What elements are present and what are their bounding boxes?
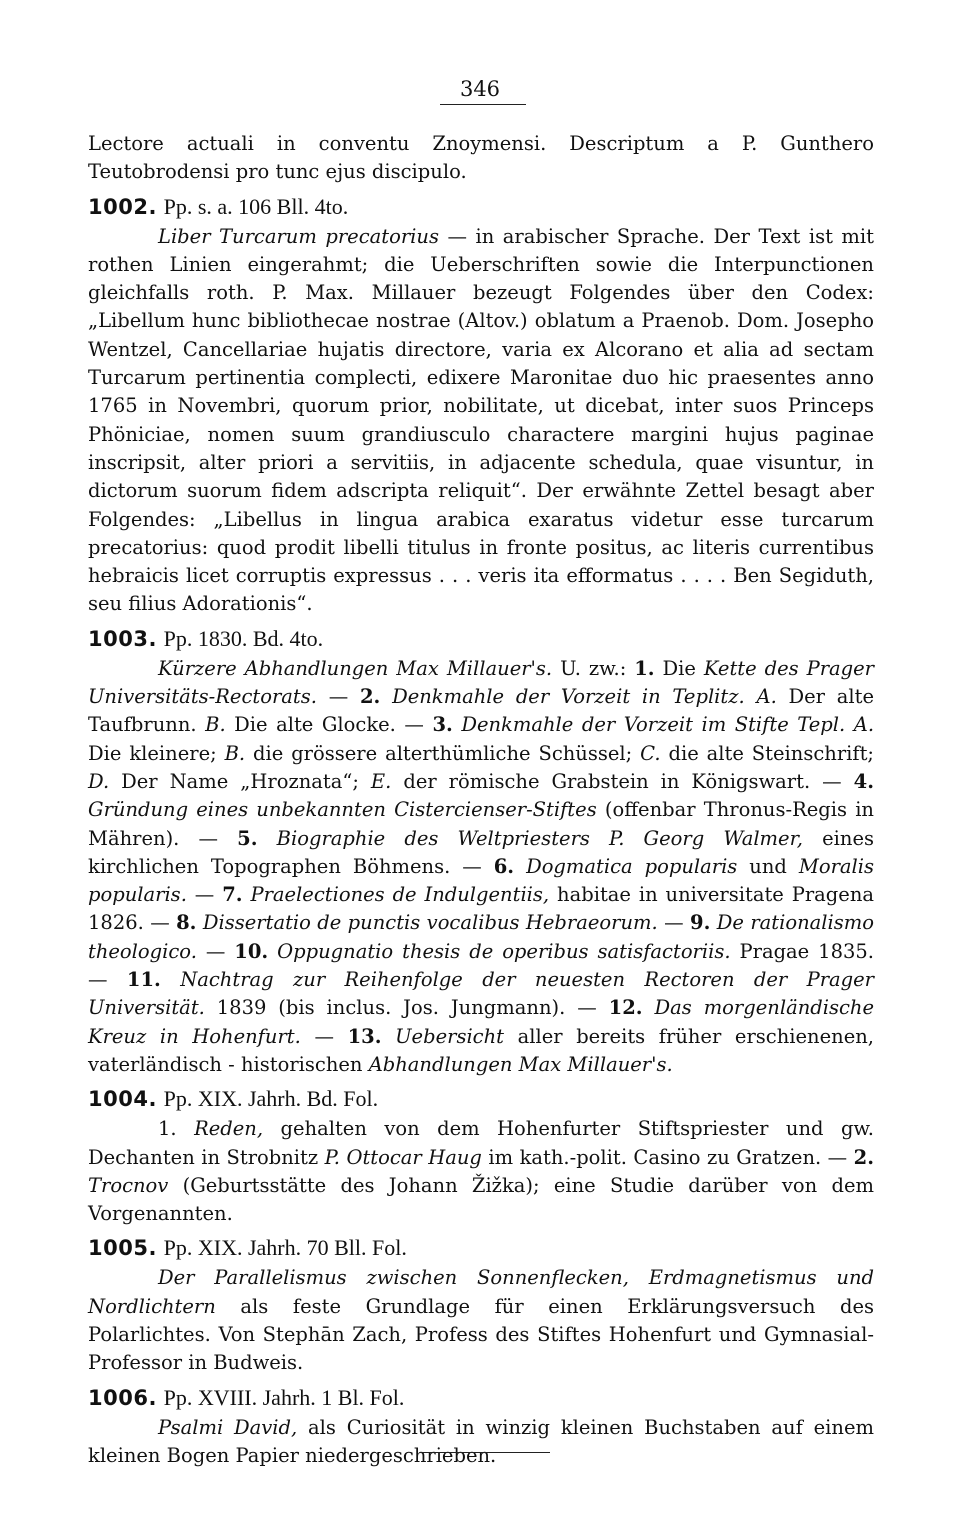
entry-heading — [88, 1232, 874, 1264]
page-number: 346 — [459, 77, 501, 101]
body-text: gehalten von dem Hohenfurter Stiftspriester und gw. Dechanten in Strobnitz — [88, 1117, 875, 1169]
title-text: A. — [756, 685, 777, 709]
entry-number: 1004. — [88, 1087, 157, 1112]
title-text: Der Parallelismus zwischen Sonnenflecken, Erdmagnetismus und Nordlichtern — [88, 1266, 874, 1318]
body-text: der römische Grabstein in Königswart. — — [391, 769, 854, 793]
entry-description — [88, 655, 874, 1079]
title-text: Gründung eines unbekannten Cistercienser-Stiftes — [88, 798, 597, 822]
body-text: die grössere alterthümliche Schüssel; — [245, 741, 641, 765]
item-number: 7. — [222, 883, 243, 907]
body-text: — — [186, 883, 223, 907]
item-number: 10. — [234, 939, 269, 963]
body-text: Die alte Glocke. — — [225, 713, 433, 737]
entry-heading — [88, 191, 874, 223]
title-text: B. — [205, 713, 226, 737]
body-text: (Geburtsstätte des Johann Žižka); eine Studie darüber von dem Vorgenannten. — [88, 1173, 874, 1226]
entry-number: 1006. — [88, 1385, 157, 1410]
item-number: 6. — [493, 854, 515, 878]
title-text: Dissertatio de punctis vocalibus Hebraeorum. — [202, 911, 658, 935]
body-text: — — [300, 1024, 348, 1048]
item-number: 1. — [634, 656, 655, 680]
body-text: 1. — [158, 1117, 177, 1141]
title-text: Kette des Prager Universitäts-Rectorats. — [88, 656, 874, 709]
body-text — [161, 968, 180, 991]
body-text: die alte Steinschrift; — [660, 741, 874, 765]
body-text: — in arabischer Sprache. Der Text ist mit rothen Linien eingerahmt; die Ueberschriften sowie die Interpunctionen gleichfalls roth. P. Max. Millauer bezeugt Folgendes über den Codex: „Libellum hunc bibliothecae nostrae (Altov.) oblatum a Praenob. Dom. Josepho Wentzel, Cancellariae hujatis directore, varia ex Alcorano et alia ad sectam Turcarum pertinentia complecti, edixere Maronitae duo hic praesentes anno 1765 in Novembri, quorum prior, nobilitate, ut dicebat, inter suos Princeps Phöniciae, nomen suum grandiusculo charactere margini hujus paginae inscripsit, alter priori a servitiis, in adjacente schedula, quae visuntur, in dictorum suorum fidem adscripta reliquit“. Der erwähnte Zettel besagt aber Folgendes: „Libellus in lingua arabica exaratus videtur esse turcarum precatorius: quod prodit libelli titulus in fronte positus, ac literis currentibus hebraicis licet corruptis expressus . . . veris ita efformatus . . . . Ben Segiduth, seu filius Adorationis“. — [88, 224, 874, 616]
entry-number: 1002. — [88, 194, 157, 219]
item-number: 8. — [176, 911, 197, 935]
item-number: 5. — [237, 826, 258, 850]
entry-format: Pp. 1830. Bd. 4to. — [163, 625, 324, 651]
title-text: Psalmi David, — [158, 1415, 298, 1439]
body-text — [514, 855, 526, 878]
title-text: Biographie des Weltpriesters P. Georg Walmer, — [276, 826, 803, 850]
intro-paragraph: Lectore actuali in conventu Znoymensi. Descriptum a P. Gunthero Teutobrodensi pro tunc ejus discipulo. — [88, 132, 874, 184]
title-text: A. — [853, 713, 875, 737]
item-number: 4. — [853, 769, 874, 793]
title-text: P. Ottocar Haug — [324, 1145, 482, 1169]
body-text — [258, 827, 277, 850]
title-text: D. — [88, 769, 110, 793]
body-text — [268, 940, 277, 963]
title-text: Reden, — [194, 1117, 264, 1141]
body-text — [643, 996, 655, 1019]
entry-format: Pp. XIX. Jahrh. Bd. Fol. — [163, 1086, 379, 1112]
entry-heading — [88, 623, 874, 655]
item-number: 3. — [432, 713, 453, 737]
entry-description — [88, 223, 874, 619]
entry-number: 1005. — [88, 1236, 157, 1261]
title-text: Liber Turcarum precatorius — [158, 224, 439, 248]
body-text: Der Name „Hroznata“; — [109, 769, 371, 793]
body-text: — — [196, 939, 235, 963]
body-text: habitae in universitate Pragena 1826. — — [88, 883, 875, 935]
entry-heading — [88, 1083, 874, 1115]
body-text: Die — [654, 656, 704, 680]
title-text: B. — [224, 741, 246, 765]
title-text: Abhandlungen Max Millauer's. — [368, 1052, 673, 1076]
title-text: C. — [640, 741, 661, 765]
body-text: aller bereits früher erschienenen, vaterländisch - historischen — [88, 1024, 874, 1076]
item-number: 2. — [853, 1145, 875, 1169]
title-text: Uebersicht — [395, 1024, 505, 1048]
body-text: als Curiosität in winzig kleinen Buchstaben auf einem kleinen Bogen Papier niedergeschrieben. — [88, 1415, 874, 1467]
body-text: als feste Grundlage für einen Erklärungsversuch des Polarlichtes. Von Stephān Zach, Profess des Stiftes Hohenfurt und Gymnasial-Professor in Budweis. — [88, 1294, 874, 1375]
text-body — [88, 130, 874, 1470]
end-rule — [420, 1452, 550, 1453]
title-text: Denkmahle der Vorzeit im Stifte Tepl. — [461, 713, 846, 737]
title-text: E. — [370, 769, 392, 793]
body-text — [380, 685, 392, 708]
page-number-rule — [440, 104, 526, 105]
body-text: im kath.-polit. Casino zu Gratzen. — — [481, 1145, 854, 1169]
title-text: Nachtrag zur Reihenfolge der neuesten Rectoren der Prager Universität. — [88, 968, 875, 1020]
title-text: Dogmatica popularis — [526, 854, 738, 878]
catalog-entries — [88, 191, 874, 1471]
entry-description — [88, 1115, 874, 1228]
entry-description — [88, 1414, 874, 1471]
body-text — [845, 713, 854, 736]
body-text: — — [316, 685, 360, 709]
body-text: 1839 (bis inclus. Jos. Jungmann). — — [204, 996, 609, 1020]
entry-number: 1003. — [88, 626, 157, 651]
item-number: 11. — [126, 968, 161, 992]
item-number: 12. — [608, 996, 643, 1020]
body-text: Der alte Taufbrunn. — [88, 685, 874, 737]
entry-format: Pp. s. a. 106 Bll. 4to. — [163, 193, 349, 219]
body-text: eines kirchlichen Topographen Böhmens. — — [88, 826, 874, 878]
title-text: Moralis popularis. — [88, 854, 875, 907]
item-number: 9. — [690, 911, 711, 935]
entry-format: Pp. XIX. Jahrh. 70 Bll. Fol. — [163, 1235, 407, 1261]
body-text — [745, 685, 757, 708]
title-text: De rationalismo theologico. — [88, 911, 874, 963]
entry-heading — [88, 1382, 874, 1414]
body-text — [382, 1025, 396, 1048]
entry-format: Pp. XVIII. Jahrh. 1 Bl. Fol. — [163, 1384, 405, 1410]
body-text — [177, 1117, 194, 1140]
body-text: U. zw.: — [552, 656, 635, 680]
body-text: (offenbar Thronus-Regis in Mähren). — — [88, 798, 874, 850]
title-text: Oppugnatio thesis de operibus satisfactoriis. — [277, 939, 731, 963]
item-number: 2. — [359, 685, 381, 709]
title-text: Denkmahle der Vorzeit in Teplitz. — [392, 685, 745, 709]
body-text: Pragae 1835. — — [88, 939, 874, 992]
entry-description — [88, 1264, 874, 1377]
body-text: und — [737, 854, 799, 878]
title-text: Trocnov — [88, 1173, 169, 1197]
item-number: 13. — [347, 1024, 382, 1048]
title-text: Das morgenländische Kreuz in Hohenfurt. — [88, 996, 874, 1048]
body-text: Die kleinere; — [88, 741, 225, 765]
body-text: — — [657, 911, 690, 935]
title-text: Praelectiones de Indulgentiis, — [250, 883, 550, 907]
title-text: Kürzere Abhandlungen Max Millauer's. — [158, 656, 553, 680]
